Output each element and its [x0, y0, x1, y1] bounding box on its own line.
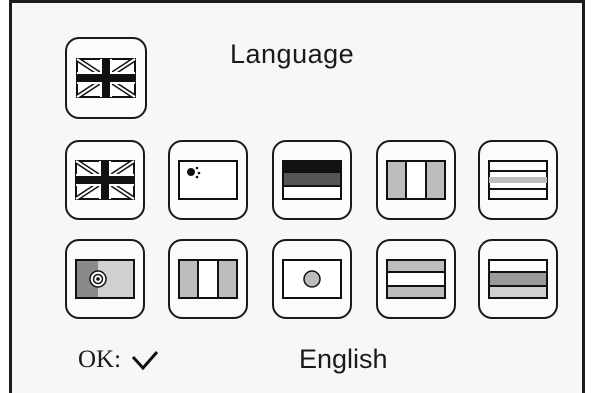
page-title: Language: [230, 39, 355, 69]
flag-china[interactable]: [168, 140, 248, 220]
russia-flag-icon: [488, 259, 548, 299]
japan-flag-icon: [282, 259, 342, 299]
spain-flag-icon: [488, 160, 548, 200]
netherlands-flag-icon: [386, 259, 446, 299]
flag-germany[interactable]: [272, 140, 352, 220]
france-flag-icon: [386, 160, 446, 200]
checkmark-icon[interactable]: [131, 349, 159, 371]
ok-hint: [78, 346, 159, 374]
flag-japan[interactable]: [272, 239, 352, 319]
flag-italy[interactable]: [168, 239, 248, 319]
flag-uk[interactable]: [65, 140, 145, 220]
ok-label: OK:: [78, 346, 122, 373]
flag-netherlands[interactable]: [376, 239, 456, 319]
flag-portugal[interactable]: [65, 239, 145, 319]
language-screen: [9, 0, 585, 393]
italy-flag-icon: [178, 259, 238, 299]
uk-flag-icon: [76, 58, 136, 98]
current-language-flag: [65, 37, 147, 119]
germany-flag-icon: [282, 160, 342, 200]
selected-language-label: English: [299, 344, 388, 374]
flag-france[interactable]: [376, 140, 456, 220]
uk-flag-icon: [75, 160, 135, 200]
flag-russia[interactable]: [478, 239, 558, 319]
portugal-flag-icon: [75, 259, 135, 299]
flag-spain[interactable]: [478, 140, 558, 220]
china-flag-icon: [178, 160, 238, 200]
